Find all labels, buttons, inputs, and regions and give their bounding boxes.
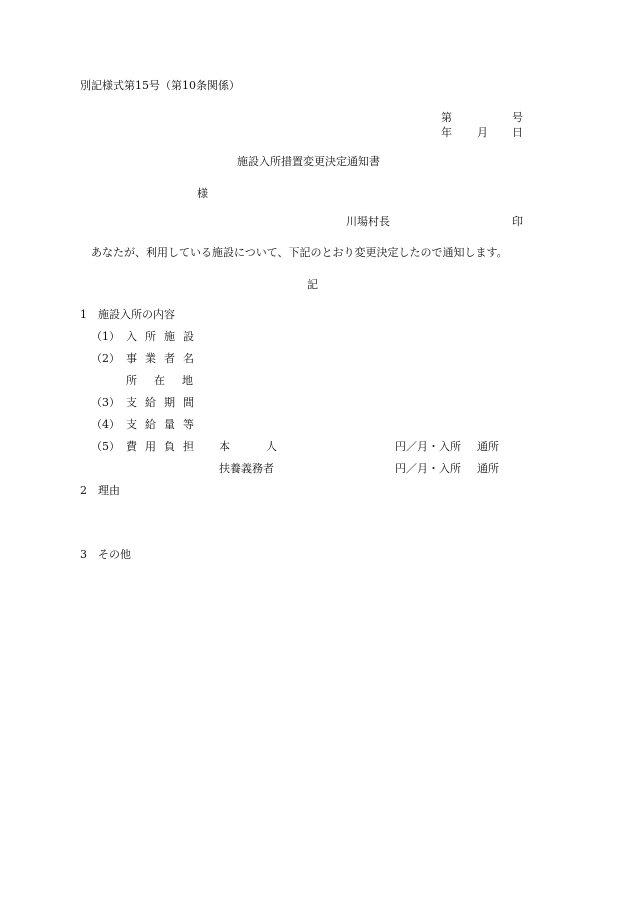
seal-mark: 印 [512, 215, 523, 228]
label-char: 在 [154, 374, 165, 387]
item-1 [91, 331, 194, 342]
document-title: 施設入所措置変更決定通知書 [237, 155, 380, 168]
label-char: 所 [126, 374, 137, 387]
section3-heading: 3 その他 [80, 548, 131, 561]
issuer-name: 川場村長 [346, 215, 390, 228]
item-number: （3） [91, 396, 120, 409]
label-char: 支 [126, 396, 137, 409]
ki-heading: 記 [307, 278, 318, 291]
label-char: 者 [164, 352, 175, 365]
burden-honnin-label [219, 441, 277, 452]
item-number: （5） [91, 440, 120, 453]
burden-honnin-tsusho: 通所 [477, 440, 499, 453]
label-char: 量 [164, 418, 175, 431]
item-number: （1） [91, 330, 120, 343]
burden-fuyou-tsusho: 通所 [477, 462, 499, 475]
label-char: 給 [145, 396, 156, 409]
label-char: 給 [145, 418, 156, 431]
burden-fuyou-label: 扶養義務者 [219, 462, 274, 475]
label-char: 地 [182, 374, 193, 387]
label-char: 名 [183, 352, 194, 365]
label-char: 負 [164, 440, 175, 453]
section2-heading: 2 理由 [80, 484, 120, 497]
label-char: 費 [126, 440, 137, 453]
label-char: 等 [183, 418, 194, 431]
form-reference: 別記様式第15号（第10条関係） [80, 79, 240, 92]
item-4 [91, 419, 194, 430]
label-char: 入 [126, 330, 137, 343]
label-char: 業 [145, 352, 156, 365]
date-nichi: 日 [512, 126, 523, 139]
doc-number-go: 号 [512, 111, 523, 124]
label-char: 期 [164, 396, 175, 409]
label-char: 人 [266, 440, 277, 453]
label-char: 間 [183, 396, 194, 409]
label-char: 事 [126, 352, 137, 365]
label-char: 担 [183, 440, 194, 453]
label-char: 所 [145, 330, 156, 343]
item-2 [91, 353, 194, 364]
label-char: 本 [219, 440, 230, 453]
label-char: 施 [164, 330, 175, 343]
item-3 [91, 397, 194, 408]
label-char: 支 [126, 418, 137, 431]
date-nen: 年 [441, 126, 452, 139]
section1-heading: 1 施設入所の内容 [80, 308, 175, 321]
body-text: あなたが、利用している施設について、下記のとおり変更決定したので通知します。 [91, 246, 508, 259]
item-number: （2） [91, 352, 120, 365]
date-gatsu: 月 [477, 126, 488, 139]
label-char: 設 [183, 330, 194, 343]
burden-fuyou-unit: 円／月・入所 [395, 462, 461, 475]
burden-honnin-unit: 円／月・入所 [395, 440, 461, 453]
addressee-sama: 様 [197, 187, 208, 200]
label-char: 用 [145, 440, 156, 453]
item-number: （4） [91, 418, 120, 431]
item-5 [91, 441, 194, 452]
doc-number-dai: 第 [441, 111, 452, 124]
item-2-address [126, 375, 193, 386]
